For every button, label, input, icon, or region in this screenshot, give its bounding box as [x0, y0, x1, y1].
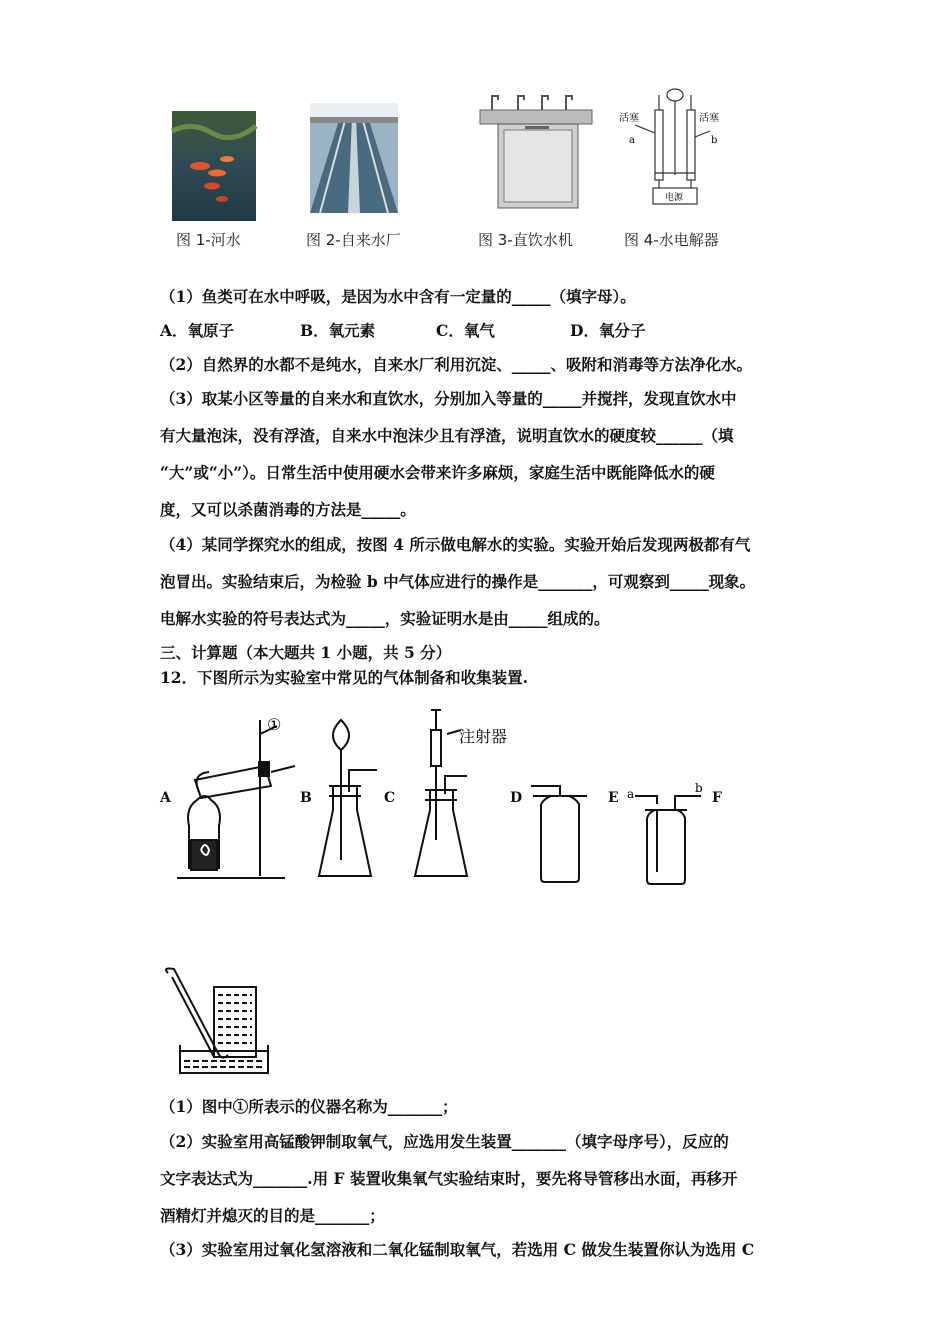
- figure-water-dispenser: [480, 90, 595, 210]
- apparatus-label-b: B: [300, 790, 312, 806]
- figure-river-photo: [172, 111, 256, 221]
- q11-option-b: B．氧元素: [300, 321, 376, 340]
- q12-part1: （1）图中①所表示的仪器名称为_______；: [160, 1097, 458, 1116]
- power-label: 电源: [665, 193, 684, 203]
- caption-fig3: 图 3-直饮水机: [478, 231, 573, 249]
- section3-heading: 三、计算题（本大题共 1 小题，共 5 分）: [160, 643, 452, 662]
- waterworks-image: [310, 103, 398, 213]
- q12-part2-line1: （2）实验室用高锰酸钾制取氧气，应选用发生装置_______（填字母序号），反应的: [160, 1132, 729, 1151]
- apparatus-label-e: E: [608, 790, 619, 806]
- q11-option-d: D．氧分子: [570, 321, 646, 340]
- electrolyzer-diagram: [615, 85, 730, 215]
- syringe-label: 注射器: [459, 727, 508, 746]
- q11-option-a: A．氧原子: [160, 321, 235, 340]
- figure-waterworks-photo: [310, 103, 398, 213]
- dispenser-image: [480, 90, 595, 210]
- apparatus-label-c: C: [384, 790, 396, 806]
- caption-fig4: 图 4-水电解器: [624, 231, 719, 249]
- q11-option-c: C．氧气: [436, 321, 495, 340]
- q12-part2-line2: 文字表达式为_______.用 F 装置收集氧气实验结束时，要先将导管移出水面，再移开: [160, 1169, 738, 1188]
- apparatus-drawing: [155, 700, 775, 890]
- figure-electrolyzer: [615, 85, 730, 215]
- river-image: [172, 111, 256, 221]
- caption-fig1: 图 1-河水: [176, 231, 241, 249]
- q12-part3-line1: （3）实验室用过氧化氢溶液和二氧化锰制取氧气，若选用 C 做发生装置你认为选用 C: [160, 1240, 755, 1259]
- apparatus-label-d: D: [510, 790, 523, 806]
- electrode-b-label: b: [711, 135, 718, 146]
- port-b-label: b: [695, 781, 703, 795]
- q11-part2: （2）自然界的水都不是纯水，自来水厂利用沉淀、_____、吸附和消毒等方法净化水。: [160, 355, 753, 374]
- apparatus-label-a: A: [160, 790, 171, 806]
- circled-one-label: ①: [267, 715, 282, 734]
- electrode-a-label: a: [629, 135, 635, 146]
- q11-part1: （1）鱼类可在水中呼吸，是因为水中含有一定量的_____（填字母）。: [160, 287, 636, 306]
- q11-part4-line1: （4）某同学探究水的组成，按图 4 所示做电解水的实验。实验开始后发现两极都有气: [160, 535, 751, 554]
- port-a-label: a: [627, 787, 635, 801]
- stopcock-left-label: 活塞: [619, 113, 639, 124]
- caption-fig2: 图 2-自来水厂: [306, 231, 401, 249]
- apparatus-label-f: F: [712, 790, 722, 806]
- stopcock-right-label: 活塞: [699, 113, 719, 124]
- q12-stem: 12．下图所示为实验室中常见的气体制备和收集装置.: [160, 668, 528, 687]
- q11-part3-line2: 有大量泡沫，没有浮渣，自来水中泡沫少且有浮渣，说明直饮水的硬度较______（填: [160, 426, 734, 445]
- trough-drawing: [160, 965, 275, 1080]
- q11-part4-line2: 泡冒出。实验结束后，为检验 b 中气体应进行的操作是_______，可观察到_____现象。: [160, 572, 756, 591]
- q11-part3-line4: 度，又可以杀菌消毒的方法是_____。: [160, 500, 416, 519]
- q11-part3-line1: （3）取某小区等量的自来水和直饮水，分别加入等量的_____并搅拌，发现直饮水中: [160, 389, 737, 408]
- q12-part2-line3: 酒精灯并熄灭的目的是_______；: [160, 1206, 385, 1225]
- q11-part3-line3: “大”或“小”）。日常生活中使用硬水会带来许多麻烦，家庭生活中既能降低水的硬: [160, 463, 715, 482]
- apparatus-diagram: [155, 700, 775, 890]
- q11-part4-line3: 电解水实验的符号表达式为_____，实验证明水是由_____组成的。: [160, 609, 610, 628]
- apparatus-f-trough: [160, 965, 275, 1080]
